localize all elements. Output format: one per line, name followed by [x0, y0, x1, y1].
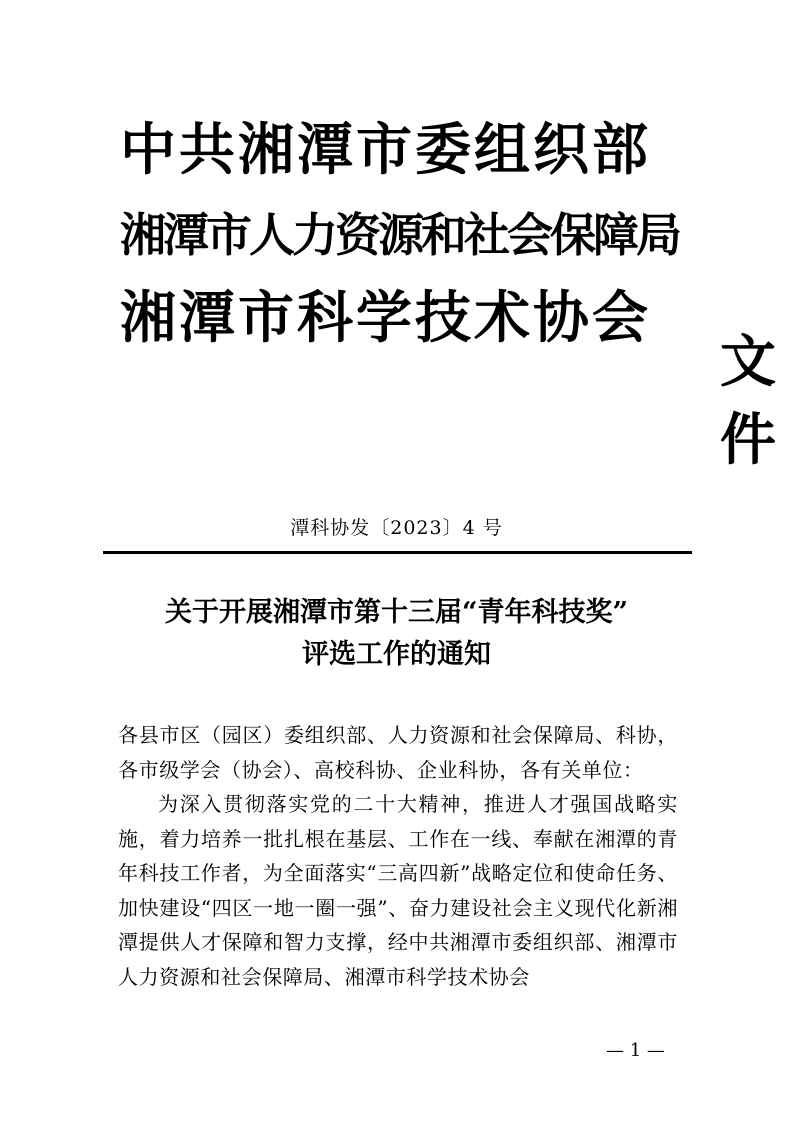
- document-title-line-1: 关于开展湘潭市第十三届“青年科技奖”: [164, 597, 629, 628]
- doc-mark-wen: 文: [720, 329, 776, 395]
- page-number: — 1 —: [606, 1040, 665, 1061]
- addressee-paragraph: 各县市区（园区）委组织部、人力资源和社会保障局、科协，各市级学会（协会）、高校科协、企业科协，各有关单位：: [118, 723, 678, 782]
- issuer-science-association: 湘潭市科学技术协会: [120, 285, 651, 351]
- doc-mark-jian: 件: [720, 407, 776, 473]
- document-title-line-2: 评选工作的通知: [302, 639, 491, 670]
- document-body: [118, 718, 678, 994]
- document-number: 潭科协发〔2023〕4 号: [290, 517, 503, 539]
- issuer-organization-department: 中共湘潭市委组织部: [120, 117, 651, 183]
- body-paragraph-1: 为深入贯彻落实党的二十大精神，推进人才强国战略实施，着力培养一批扎根在基层、工作在一线、奉献在湘潭的青年科技工作者，为全面落实“三高四新”战略定位和使命任务、加快建设“四区一地一圈一强”、奋力建设社会主义现代化新湘潭提供人才保障和智力支撑，经中共湘潭市委组织部、湘潭市人力资源和社会保障局、湘潭市科学技术协会: [118, 792, 678, 989]
- issuer-human-resources-bureau: 湘潭市人力资源和社会保障局: [120, 208, 679, 262]
- document-title: [0, 592, 793, 676]
- header-divider: [103, 551, 692, 554]
